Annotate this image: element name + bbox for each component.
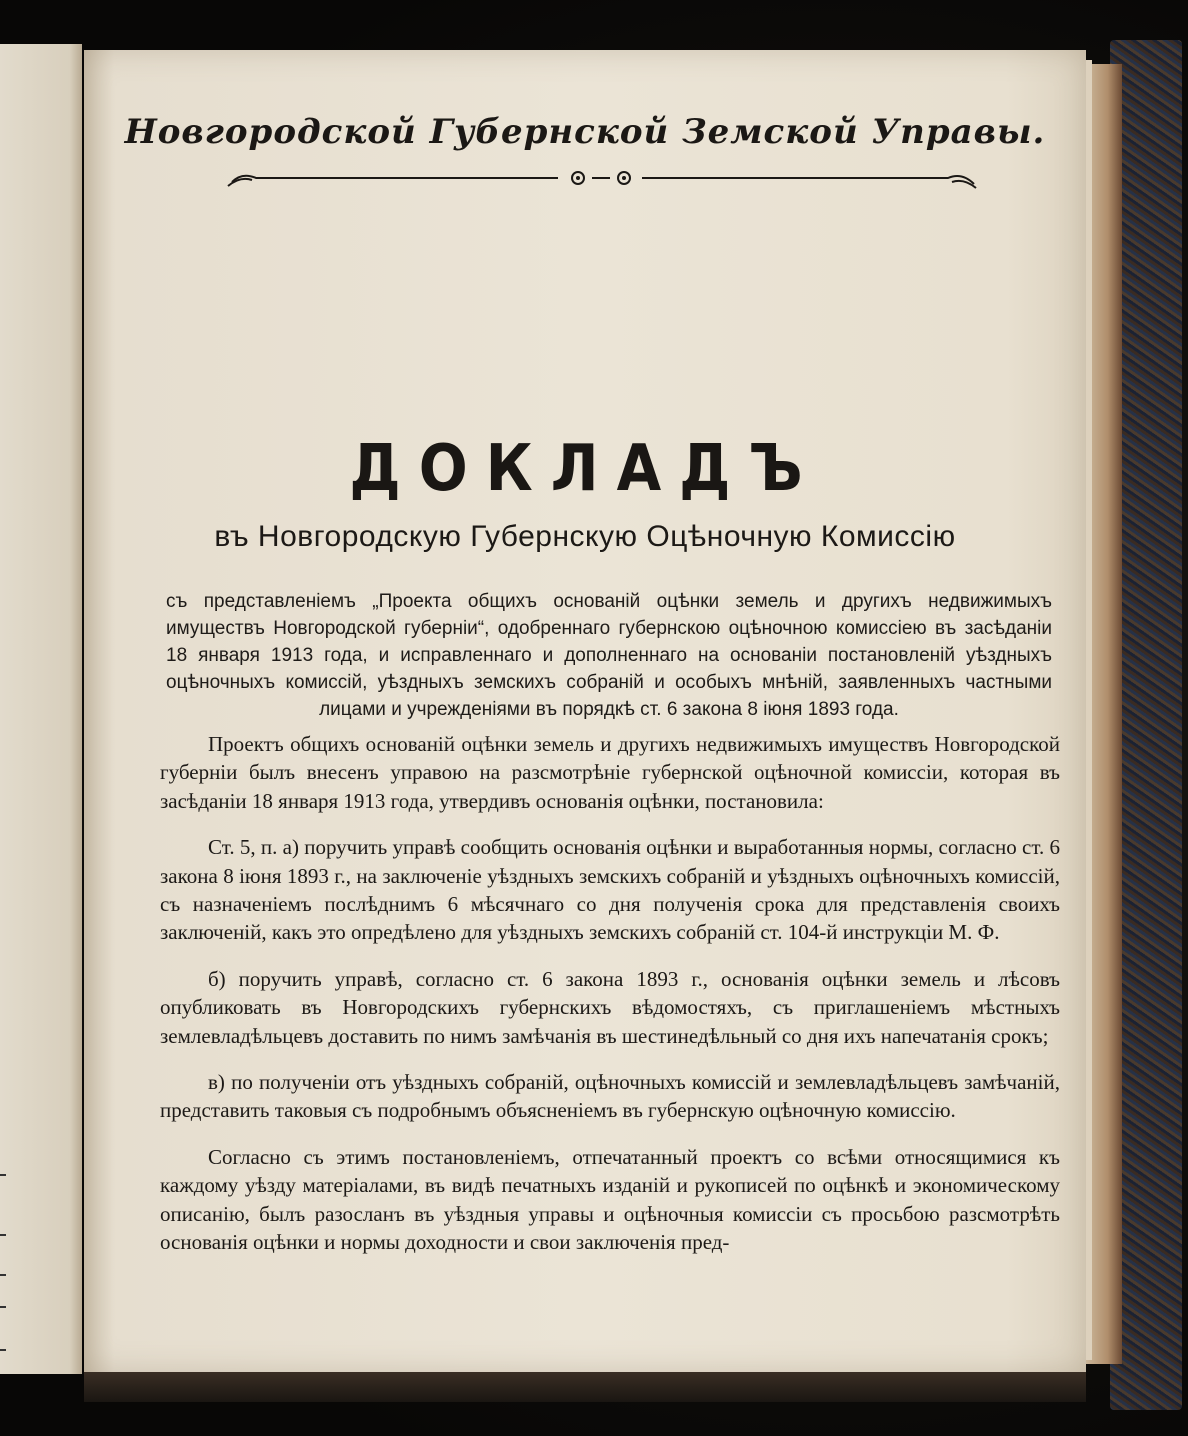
left-page-fragment bbox=[0, 44, 82, 1374]
body-paragraph: Проектъ общихъ основаній оцѣнки земель и другихъ недвижимыхъ имуществъ Новгородской губерніи былъ внесенъ управою на разсмотрѣніе губернской оцѣночной комиссіи, которая въ засѣданіи 18 января 1913 года, утвердивъ основанія оцѣнки, постановила: bbox=[160, 732, 1060, 813]
body-paragraph: Согласно съ этимъ постановленіемъ, отпечатанный проектъ со всѣми относящимися къ каждому уѣзду матеріалами, въ видѣ печатныхъ изданій и рукописей по оцѣнкѣ и экономическому описанію, былъ разосланъ въ уѣздныя управы и оцѣночныя комиссіи съ просьбою разсмотрѣть основанія оцѣнки и нормы доходности и свои заключенія пред- bbox=[160, 1144, 1060, 1255]
ornament-divider bbox=[222, 164, 982, 194]
document-title: ДОКЛАДЪ bbox=[349, 432, 821, 506]
body-paragraph: Ст. 5, п. а) поручить управѣ сообщить основанія оцѣнки и выработанныя нормы, согласно ст. 6 закона 8 іюня 1893 г., на заключеніе уѣздныхъ земскихъ собраній и уѣздныхъ оцѣночныхъ комиссій, съ назначеніемъ послѣднимъ 6 мѣсячнаго со дня полученія срока для представленія своихъ заключеній, какъ это опредѣлено для уѣздныхъ земскихъ собраній ст. 104-й инструкціи М. Ф. bbox=[160, 835, 1060, 945]
left-page-mark bbox=[0, 1174, 6, 1176]
page-bottom-shadow bbox=[84, 1372, 1086, 1402]
document-body bbox=[160, 730, 1060, 1275]
left-page-mark bbox=[0, 1274, 6, 1276]
left-page-mark bbox=[0, 1234, 6, 1236]
document-intro: съ представленіемъ „Проекта общихъ основаній оцѣнки земель и другихъ недвижимыхъ имуществъ Новгородской губерніи“, одобреннаго губернскою оцѣночною комиссіею въ засѣданіи 18 января 1913 года, и исправленнаго и дополненнаго на основаніи постановленій уѣздныхъ оцѣночныхъ комиссій, уѣздныхъ земскихъ собраній и особыхъ мнѣній, заявленныхъ частными лицами и учрежденіями въ порядкѣ ст. 6 закона 8 іюня 1893 года. bbox=[166, 591, 1052, 720]
document-subtitle: въ Новгородскую Губернскую Оцѣночную Комиссію bbox=[214, 520, 956, 553]
header-title: Новгородской Губернской Земской Управы. bbox=[124, 112, 1046, 152]
body-paragraph: б) поручить управѣ, согласно ст. 6 закона 1893 г., основанія оцѣнки земель и лѣсовъ опубликовать въ Новгородскихъ губернскихъ вѣдомостяхъ, съ приглашеніемъ мѣстныхъ землевладѣльцевъ доставить по нимъ замѣчанія въ шестинедѣльный со дня ихъ напечатанія срокъ; bbox=[160, 966, 1060, 1048]
body-paragraph: в) по полученіи отъ уѣздныхъ собраній, оцѣночныхъ комиссій и землевладѣльцевъ замѣчаній, представить таковыя съ подробнымъ объясненіемъ въ губернскую оцѣночную комиссію. bbox=[160, 1070, 1060, 1123]
left-page-mark bbox=[0, 1349, 6, 1351]
left-page-mark bbox=[0, 1306, 6, 1308]
